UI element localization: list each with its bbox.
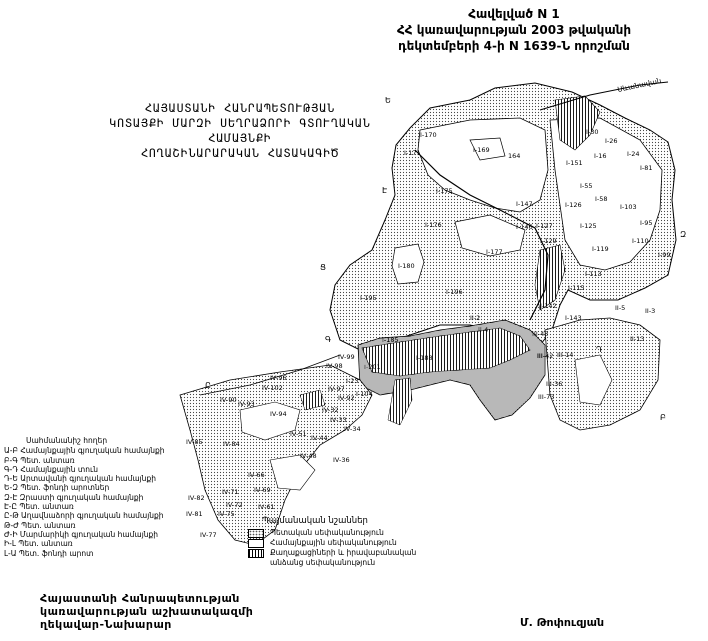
parcel-label: I-169 [473, 146, 490, 154]
legend-item-community [248, 538, 448, 548]
signature-name: Մ. Թոփուզյան [520, 616, 605, 629]
parcel-label: I-195 [360, 294, 377, 302]
private-swatch [248, 549, 264, 558]
parcel-label: I-176 [425, 221, 442, 229]
parcel-label: IV-72 [226, 501, 243, 509]
parcel-label: I-110 [632, 237, 649, 245]
parcel-label: IV-36 [333, 456, 350, 464]
parcel-label: I-30 [586, 128, 599, 136]
parcel-label: I-104 [356, 390, 373, 398]
parcel-label: I-16 [594, 152, 607, 160]
parcel-label: IV-34 [344, 425, 361, 433]
parcel-label: IV-93 [238, 400, 255, 408]
parcel-label: IV-81 [186, 510, 203, 518]
boundary-mark: Դ [596, 345, 603, 354]
parcel-label: I-26 [605, 137, 618, 145]
legend-label: Պետական սեփականություն [270, 528, 384, 538]
parcel-label: IV-102 [262, 384, 283, 392]
parcel-label: I-126 [565, 201, 582, 209]
boundary-mark: Զ [680, 230, 687, 239]
parcel-label: I-142 [540, 302, 557, 310]
community-swatch [248, 539, 264, 548]
parcel-label: IV-99 [338, 353, 355, 361]
annex-line-3: դեկտեմբերի 4-ի N 1639-Ն որոշման [398, 39, 630, 53]
road-label: Սևանավան [616, 76, 663, 94]
annex-line-2: ՀՀ կառավարության 2003 թվականի [396, 23, 632, 37]
boundary-legend [4, 436, 194, 558]
signature-line-3: ղեկավար-Նախարար [40, 618, 172, 631]
ownership-legend-header: Պայմանական նշաններ [262, 516, 368, 526]
boundary-mark: Ը [205, 381, 211, 390]
boundary-legend-row: Ա-Բ Համայնքային գյուղական համայնքի [4, 446, 165, 456]
parcel-label: I-81 [640, 164, 653, 172]
parcel-label: I-171 [404, 149, 421, 157]
title-line-2: ԿՈՏԱՅՔԻ ՄԱՐԶԻ ՍԵՂՐԱՁՈՐԻ ԳՏՈՒՂԱԿԱՆ ՀԱՄԱՅՆՔԻ [109, 116, 371, 145]
parcel-label: IV-48 [300, 452, 317, 460]
title-line-3: ՀՈՂԱՇԻՆԱՐԱՐԱԿԱՆ ՀԱՏԱԿԱԳԻԾ [140, 146, 340, 160]
boundary-mark: Ե [385, 96, 391, 105]
parcel-label: I-99 [658, 251, 671, 259]
parcel-label: I-24 [627, 150, 640, 158]
parcel-label: IV-84 [223, 440, 240, 448]
parcel-label: II-2 [470, 314, 481, 322]
ownership-legend [248, 517, 448, 567]
boundary-legend-row: Ե-Զ Պետ. ֆոնդի արոտներ [4, 483, 110, 493]
parcel-label: III-14 [557, 351, 574, 359]
parcel-label: I-55 [580, 182, 593, 190]
parcel-label: IV-61 [258, 503, 275, 511]
legend-label: Համայնքային սեփականություն [270, 538, 397, 548]
signature-line-1: Հայաստանի Հանրապետության [40, 592, 240, 605]
parcel-label: I-146 [516, 223, 533, 231]
parcel-label: I-175 [436, 187, 453, 195]
parcel-label: IV-51 [290, 430, 307, 438]
parcel-label: I-143 [565, 314, 582, 322]
parcel-label: I-201 [364, 363, 381, 371]
boundary-mark: Է [382, 186, 388, 195]
boundary-legend-row: Ը-Թ Աղավնաձորի գյուղական համայնքի [4, 511, 164, 521]
parcel-label: I-23 [346, 377, 359, 385]
title-line-1: ՀԱՅԱՍՏԱՆԻ ՀԱՆՐԱՊԵՏՈՒԹՅԱՆ [144, 101, 336, 115]
boundary-legend-row: Գ-Դ Համայնքային տուն [4, 464, 98, 474]
boundary-legend-row: Ժ-Ի Մարմարիկի գյուղական համայնքի [4, 529, 159, 539]
parcel-label: I-58 [595, 195, 608, 203]
parcel-label: I-127 [536, 222, 553, 230]
parcel-label: I-115 [568, 284, 585, 292]
parcel-label: IV-44 [311, 434, 328, 442]
parcel-label: I-119 [592, 245, 609, 253]
parcel-label: IV-69 [254, 486, 271, 494]
boundary-legend-row: Բ-Գ Պետ. անտառ [4, 455, 75, 465]
parcel-label: I-95 [640, 219, 653, 227]
boundary-legend-header: Սահմանանիշ հողեր [26, 436, 108, 445]
parcel-label: IV-75 [218, 510, 235, 518]
parcel-label: IV-71 [222, 488, 239, 496]
parcel-label: I-113 [585, 270, 602, 278]
boundary-mark: Բ [660, 413, 666, 422]
parcel-label: IV-32 [322, 406, 339, 414]
parcel-label: II-3 [645, 307, 656, 315]
signature-line-2: կառավարության աշխատակազմի [40, 605, 254, 618]
boundary-mark: Գ [325, 335, 332, 344]
boundary-legend-row: Է-Ը Պետ. անտառ [4, 502, 74, 512]
legend-item-private [248, 548, 448, 567]
parcel-label: III-36 [546, 380, 563, 388]
parcel-label: I-185 [382, 336, 399, 344]
legend-item-state [248, 528, 448, 538]
boundary-legend-row: Լ-Ա Պետ. ֆոնդի արոտ [4, 548, 94, 558]
parcel-label: IV-97 [328, 385, 345, 393]
parcel-label: I-147 [516, 200, 533, 208]
parcel-label: II-4 [478, 326, 489, 334]
parcel-label: III-73 [538, 393, 555, 401]
parcel-label: III-42 [537, 352, 554, 360]
signature-title [40, 592, 253, 631]
parcel-label: I-177 [486, 248, 503, 256]
parcel-label: IV-94 [270, 410, 287, 418]
parcel-label: I-103 [620, 203, 637, 211]
legend-label: Քաղաքացիների և իրավաբանական անձանց սեփականություն [270, 548, 417, 567]
boundary-legend-row: Դ-Ե Արտավանի գյուղական համայնքի [4, 474, 156, 484]
parcel-label: I-196 [446, 288, 463, 296]
parcel-label: IV-85 [186, 438, 203, 446]
parcel-label: IV-77 [200, 531, 217, 539]
state-swatch [248, 529, 264, 538]
boundary-legend-row: Թ-Ժ Պետ. անտառ [4, 520, 76, 530]
parcel-label: III-43 [532, 330, 549, 338]
boundary-legend-row: Զ-Է Զրաստի գյուղական համայնքի [4, 492, 144, 502]
parcel-label: IV-82 [188, 494, 205, 502]
parcel-label: IV-92 [338, 394, 355, 402]
boundary-legend-row: Ի-Լ Պետ. անտառ [4, 539, 73, 549]
parcel-label: IV-98 [326, 362, 343, 370]
annex-line-1: Հավելված N 1 [468, 7, 560, 21]
parcel-label: I-129 [540, 237, 557, 245]
parcel-label: 164 [508, 152, 521, 160]
parcel-label: IV-66 [248, 471, 265, 479]
parcel-label: I-151 [566, 159, 583, 167]
parcel-label: IV-33 [330, 416, 347, 424]
parcel-label: II-13 [630, 335, 645, 343]
parcel-label: I-188 [416, 354, 433, 362]
parcel-label: I-180 [398, 262, 415, 270]
boundary-mark: Ց [320, 263, 326, 272]
parcel-label: I-125 [580, 222, 597, 230]
parcel-label: IV-90 [220, 396, 237, 404]
parcel-label: IV-96 [270, 374, 287, 382]
parcel-label: II-5 [615, 304, 626, 312]
parcel-label: I-170 [420, 131, 437, 139]
